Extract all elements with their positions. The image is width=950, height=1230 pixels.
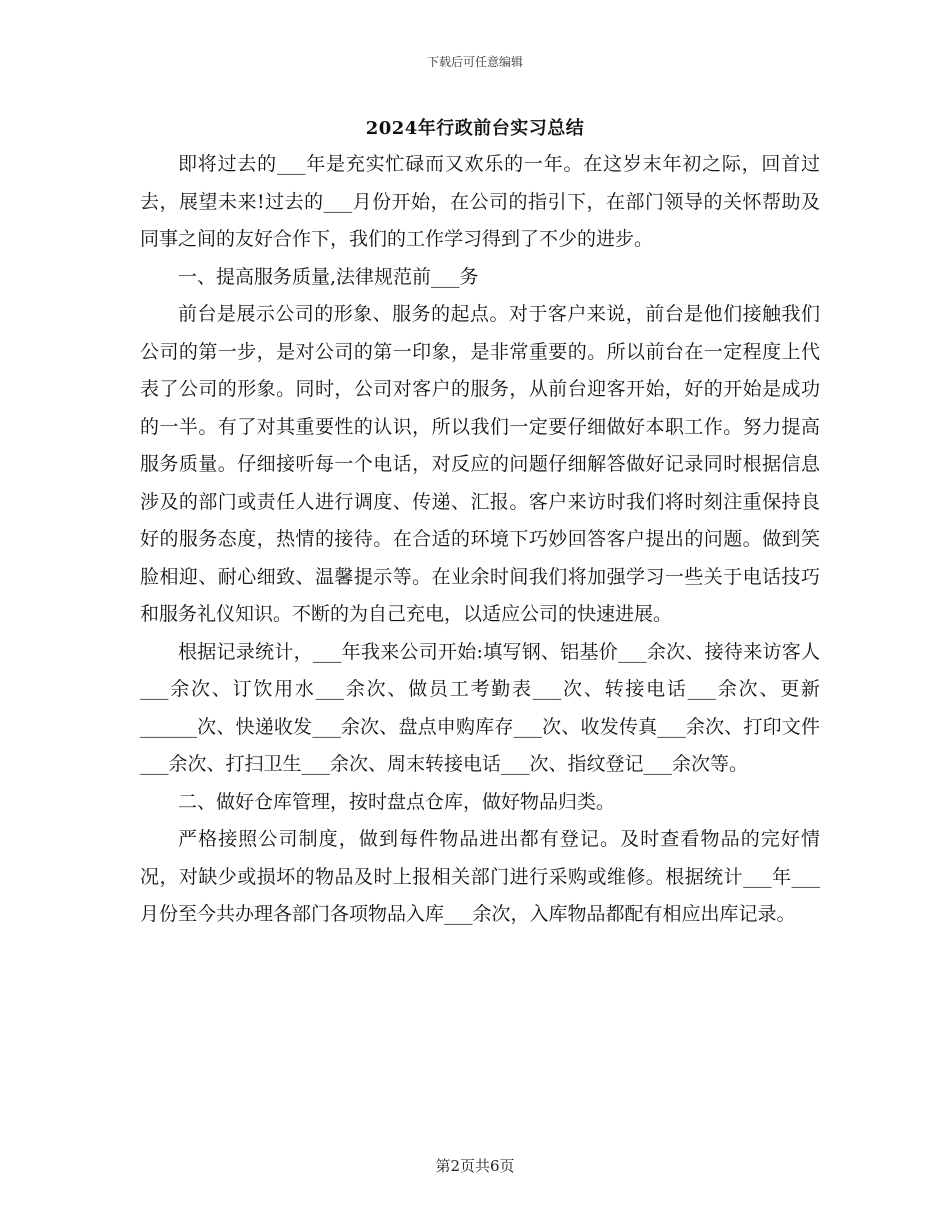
document-body (140, 146, 820, 934)
document-title: 2024年行政前台实习总结 (365, 118, 585, 139)
paragraph-front-desk: 前台是展示公司的形象、服务的起点。对于客户来说，前台是他们接触我们公司的第一步，是对公司的第一印象，是非常重要的。所以前台在一定程度上代表了公司的形象。同时，公司对客户的服务，从前台迎客开始，好的开始是成功的一半。有了对其重要性的认识，所以我们一定要仔细做好本职工作。努力提高服务质量。仔细接听每一个电话，对反应的问题仔细解答做好记录同时根据信息涉及的部门或责任人进行调度、传递、汇报。客户来访时我们将时刻注重保持良好的服务态度，热情的接待。在合适的环境下巧妙回答客户提出的问题。做到笑脸相迎、耐心细致、温馨提示等。在业余时间我们将加强学习一些关于电话技巧和服务礼仪知识。不断的为自己充电，以适应公司的快速进展。 (140, 303, 820, 625)
section-heading-1: 一、提高服务质量,法律规范前___务 (178, 265, 479, 288)
paragraph-statistics: 根据记录统计，___年我来公司开始:填写钢、铝基价___余次、接待来访客人___余次、订饮用水___余次、做员工考勤表___次、转接电话___余次、更新______次、快递收发___余次、盘点申购库存___次、收发传真___余次、打印文件___余次、打扫卫生___余次、周末转接电话___次、指纹登记___余次等。 (140, 640, 820, 775)
paragraph-warehouse: 严格接照公司制度，做到每件物品进出都有登记。及时查看物品的完好情况，对缺少或损坏的物品及时上报相关部门进行采购或维修。根据统计___年___月份至今共办理各部门各项物品入库___余次，入库物品都配有相应出库记录。 (140, 828, 820, 925)
paragraph-intro: 即将过去的___年是充实忙碌而又欢乐的一年。在这岁末年初之际，回首过去，展望未来!过去的___月份开始，在公司的指引下，在部门领导的关怀帮助及同事之间的友好合作下，我们的工作学习得到了不少的进步。 (140, 153, 820, 250)
section-heading-2: 二、做好仓库管理，按时盘点仓库，做好物品归类。 (178, 790, 616, 813)
page-header-note: 下载后可任意编辑 (426, 55, 523, 69)
page-number: 第2页共6页 (435, 1157, 515, 1175)
